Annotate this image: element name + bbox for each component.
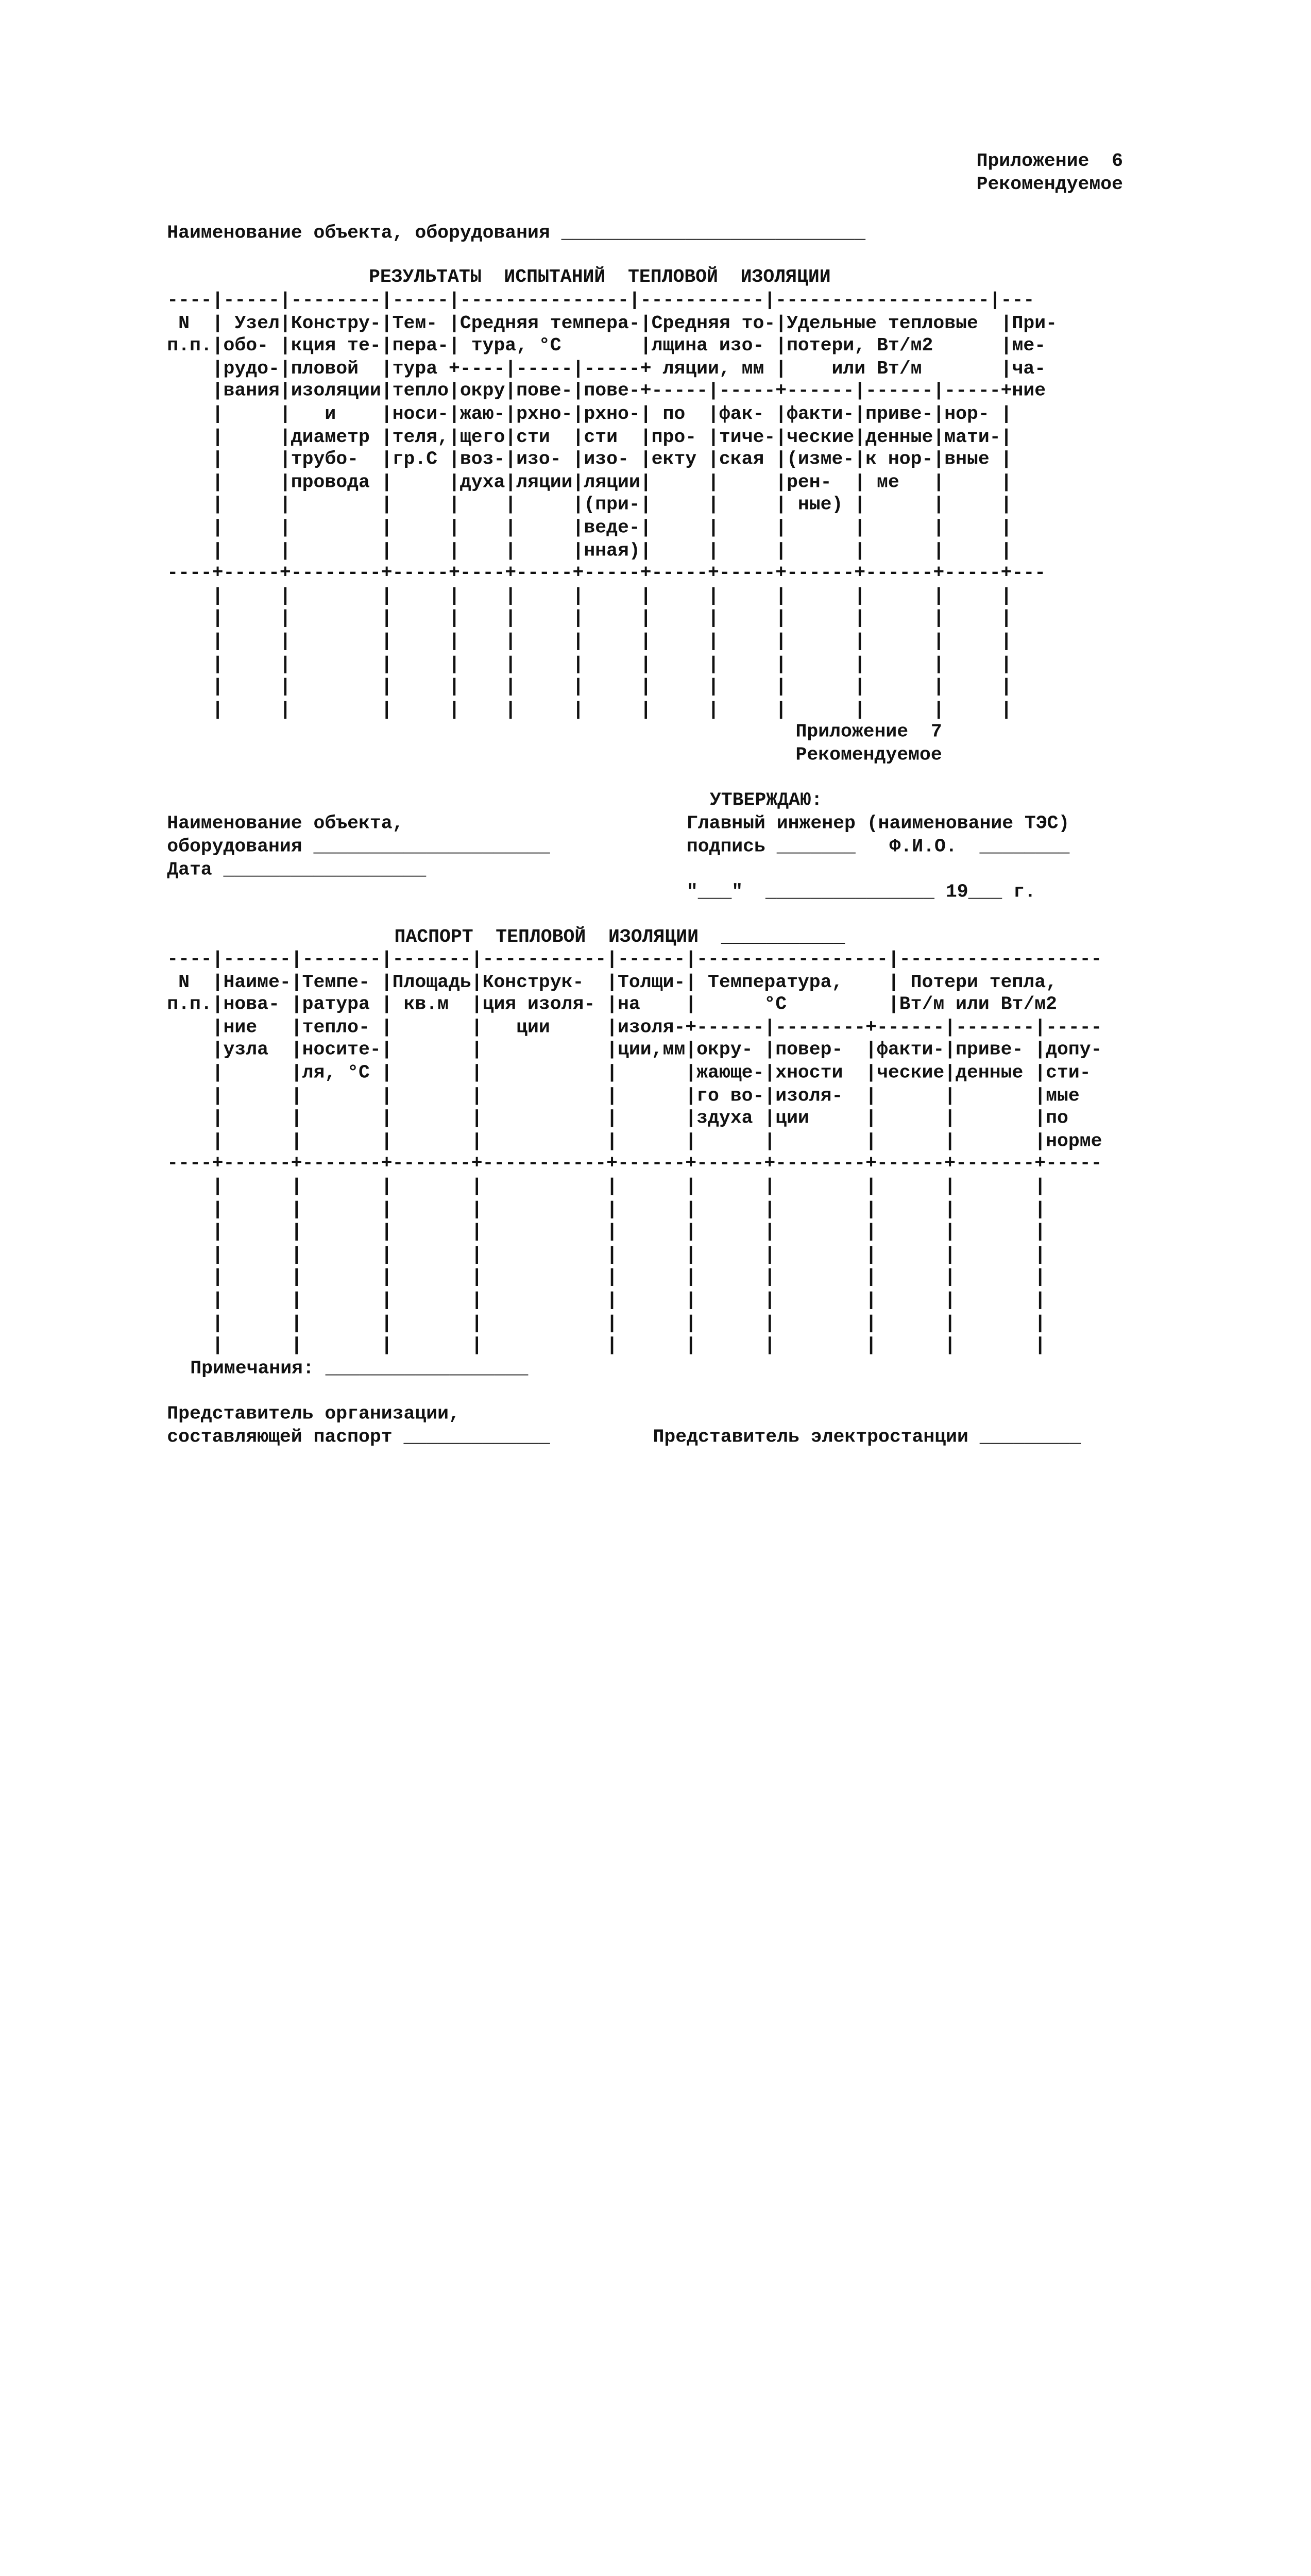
table-line: | | | | | | | | | | <box>167 1176 1046 1197</box>
approval-date-line: "___" _______________ 19___ г. <box>686 882 1036 903</box>
table-line: | | | | | | | | | |норме <box>167 1130 1102 1152</box>
organization-rep-line: составляющей паспорт _____________ <box>167 1427 550 1448</box>
table-line: N |Наиме-|Темпе- |Площадь|Конструк- |Толщи-| Температура, | Потери тепла, <box>167 971 1057 993</box>
appendix-7-status: Рекомендуемое <box>795 744 942 766</box>
table-line: | |ля, °С | | | |жающе-|хности |ческие|денные |сти- <box>167 1062 1091 1083</box>
table-line: |вания|изоляции|тепло|окру|пове-|пове-+-----|-----+------|------|-----+ние <box>167 381 1046 402</box>
table-line: | | | | | |здуха |ции | | |по <box>167 1108 1068 1129</box>
table-line: |ние |тепло- | | ции |изоля-+------|--------+------|-------|----- <box>167 1017 1102 1038</box>
appendix-6-label: Приложение 6 <box>976 150 1123 172</box>
table-line: ----+-----+--------+-----+----+-----+-----+-----+-----+------+------+-----+--- <box>167 563 1046 584</box>
table-line: ----+------+-------+-------+-----------+------+------+--------+------+-------+----- <box>167 1153 1102 1175</box>
table-line: | | | | | | | | | | <box>167 1199 1046 1220</box>
object-name-line: Наименование объекта, оборудования ___________________________ <box>167 223 866 244</box>
table-line: | | | | | | | | | | | | <box>167 631 1012 652</box>
table-line: | | | | | | | | | | <box>167 1244 1046 1265</box>
table-line: | | | | | | | | | | <box>167 1335 1046 1357</box>
table-line: | | | | | | | | | | | | <box>167 608 1012 630</box>
table-line: | | | | | | | | | | | | <box>167 585 1012 607</box>
power-plant-rep-line: Представитель электростанции _________ <box>653 1427 1081 1448</box>
table-line: | | | | | | | | | | <box>167 1267 1046 1288</box>
signature-line: подпись _______ Ф.И.О. ________ <box>686 836 1070 857</box>
table-line: | | | | | | | | | | | | <box>167 676 1012 698</box>
table-line: ----|------|-------|-------|-----------|------|-----------------|------------------ <box>167 948 1102 970</box>
table-line: |узла |носите-| | |ции,мм|окру- |повер- |факти-|приве- |допу- <box>167 1040 1102 1061</box>
table-line: | | | | | | | | | | <box>167 1312 1046 1334</box>
chief-engineer-line: Главный инженер (наименование ТЭС) <box>686 813 1070 834</box>
equipment-line: оборудования _____________________ <box>167 836 550 857</box>
table-line: | | | | | |(при-| | | ные) | | | <box>167 494 1012 516</box>
passport-title: ПАСПОРТ ТЕПЛОВОЙ ИЗОЛЯЦИИ ___________ <box>394 926 845 948</box>
table-line: | |трубо- |гр.С |воз-|изо- |изо- |екту |ская |(изме-|к нор-|вные | <box>167 449 1012 470</box>
appendix-6-status: Рекомендуемое <box>976 174 1123 195</box>
organization-rep-label: Представитель организации, <box>167 1403 460 1425</box>
table-line: п.п.|нова- |ратура | кв.м |ция изоля- |на | °С |Вт/м или Вт/м2 <box>167 994 1057 1015</box>
table-line: п.п.|обо- |кция те-|пера-| тура, °С |лщина изо- |потери, Вт/м2 |ме- <box>167 335 1046 357</box>
table-line: | | | | | | | | | | <box>167 1222 1046 1243</box>
table-line: | | | | | |нная)| | | | | | <box>167 540 1012 561</box>
object-name-label: Наименование объекта, <box>167 813 404 834</box>
table-line: ----|-----|--------|-----|---------------|-----------|-------------------|--- <box>167 290 1035 311</box>
table-line: | | | | | | | | | | | | <box>167 653 1012 675</box>
approve-heading: УТВЕРЖДАЮ: <box>709 790 823 811</box>
table-line: |рудо-|пловой |тура +----|-----|-----+ ляции, мм | или Вт/м |ча- <box>167 358 1046 379</box>
table-line: | | | | | |веде-| | | | | | <box>167 517 1012 538</box>
table-line: | |диаметр |теля,|щего|сти |сти |про- |тиче-|ческие|денные|мати-| <box>167 426 1012 448</box>
table-line: | |провода | |духа|ляции|ляции| | |рен- | ме | | <box>167 471 1012 493</box>
appendix-7-label: Приложение 7 <box>795 721 942 742</box>
table-line: | | | | | | | | | | <box>167 1290 1046 1311</box>
table-line: N | Узел|Констру-|Тем- |Средняя темпера-|Средняя то-|Удельные тепловые |При- <box>167 312 1057 334</box>
table-line: | | | | | | | | | | | | <box>167 699 1012 720</box>
appendix-6-title: РЕЗУЛЬТАТЫ ИСПЫТАНИЙ ТЕПЛОВОЙ ИЗОЛЯЦИИ <box>368 266 831 288</box>
notes-line: Примечания: __________________ <box>190 1358 529 1379</box>
date-line: Дата __________________ <box>167 859 427 880</box>
table-line: | | и |носи-|жаю-|рхно-|рхно-| по |фак- |факти-|приве-|нор- | <box>167 403 1012 425</box>
table-line: | | | | | |го во-|изоля- | | |мые <box>167 1085 1080 1106</box>
